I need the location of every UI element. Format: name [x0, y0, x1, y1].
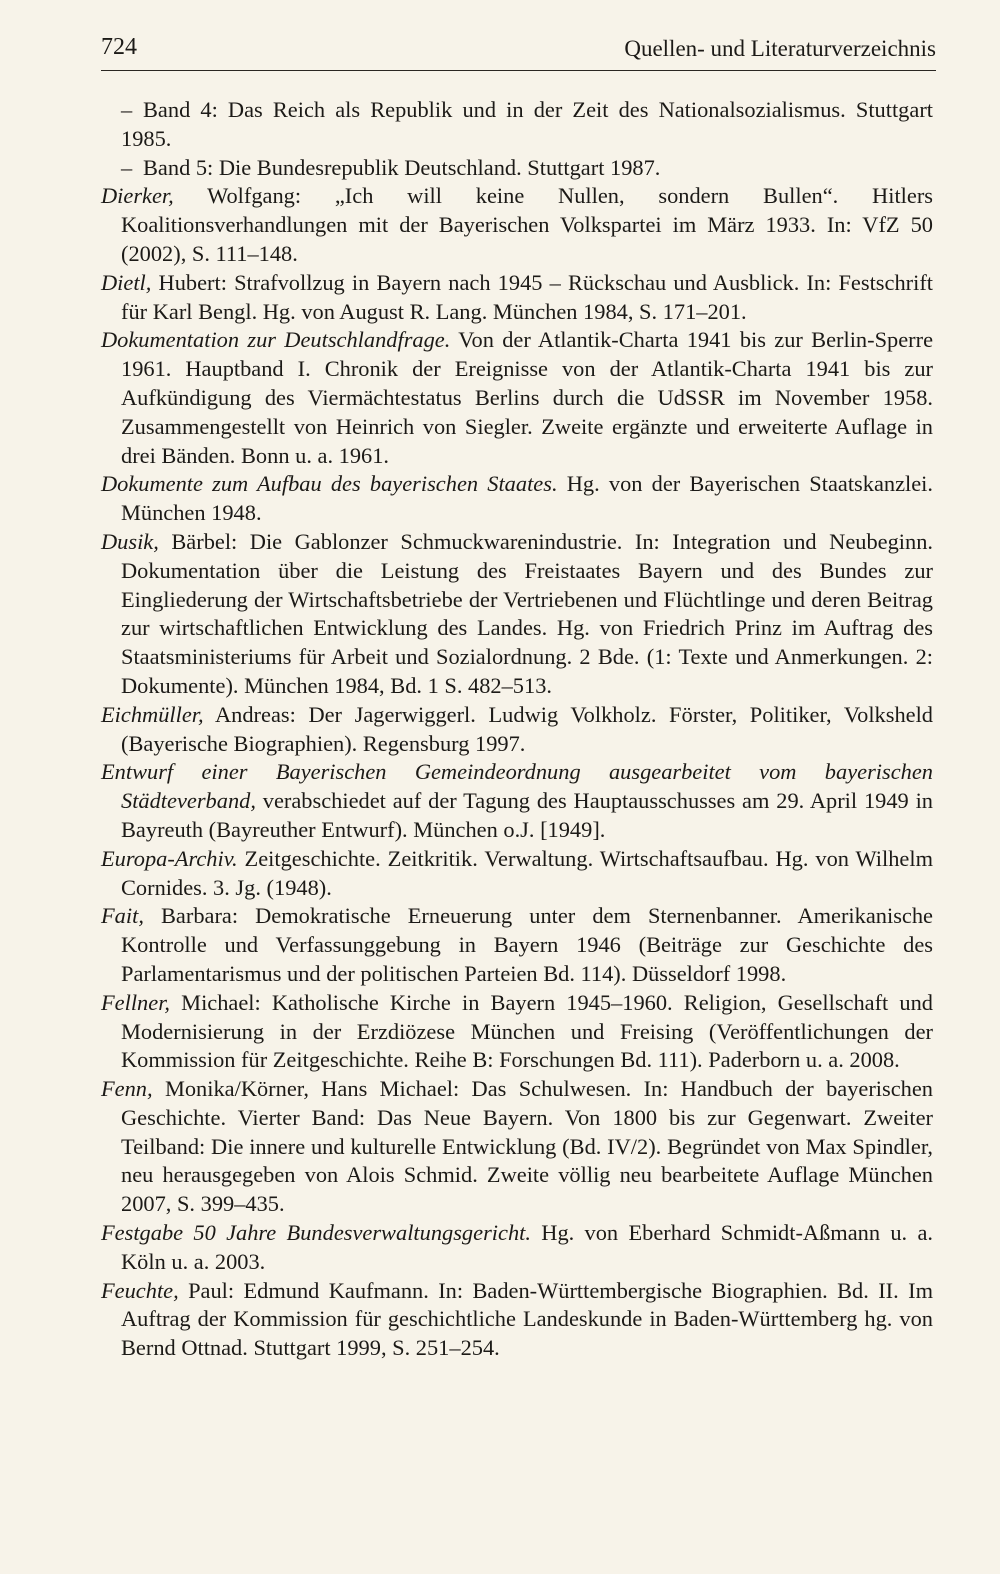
entry-text: Michael: Katholische Kirche in Bayern 1945–1960. Religion, Gesellschaft und Modernisierung in der Erzdiözese München und Freising (Veröffentlichungen der Kommission für Zeitgeschichte. Reihe B: Forschungen Bd. 111). Paderborn u. a. 2008.: [121, 989, 933, 1073]
bibliography-entry: [101, 528, 933, 701]
entry-text: Monika/Körner, Hans Michael: Das Schulwesen. In: Handbuch der bayerischen Geschichte. Vierter Band: Das Neue Bayern. Von 1800 bis zur Gegenwart. Zweiter Teilband: Die innere und kulturelle Entwicklung (Bd. IV/2). Begründet von Max Spindler, neu herausgegeben von Alois Schmid. Zweite völlig neu bearbeitete Auflage München 2007, S. 399–435.: [121, 1076, 933, 1217]
entry-title: Entwurf einer Bayerischen Gemeindeordnung ausgearbeitet vom bayerischen Städteverband,: [101, 759, 933, 814]
bibliography-entry: [101, 182, 933, 268]
bibliography-entry: [101, 845, 933, 903]
entry-text: Andreas: Der Jagerwiggerl. Ludwig Volkholz. Förster, Politiker, Volksheld (Bayerische Biographien). Regensburg 1997.: [121, 701, 933, 756]
running-head: Quellen- und Literaturverzeichnis: [624, 36, 936, 61]
bibliography-list: [101, 96, 933, 1363]
entry-text: Hubert: Strafvollzug in Bayern nach 1945 – Rückschau und Ausblick. In: Festschrift für Karl Bengl. Hg. von August R. Lang. München 1984, S. 171–201.: [121, 269, 933, 324]
page-header: [101, 30, 936, 71]
bibliography-entry: [101, 1219, 933, 1277]
entry-text: Zeitgeschichte. Zeitkritik. Verwaltung. Wirtschaftsaufbau. Hg. von Wilhelm Cornides. 3. Jg. (1948).: [121, 845, 933, 900]
entry-author: Feuchte,: [101, 1277, 179, 1303]
entry-title: Dokumente zum Aufbau des bayerischen Staates.: [101, 471, 558, 497]
entry-author: Fellner,: [101, 989, 171, 1015]
entry-text: verabschiedet auf der Tagung des Hauptausschusses am 29. April 1949 in Bayreuth (Bayreuther Entwurf). München o.J. [1949].: [121, 788, 933, 842]
entry-author: Dietl,: [101, 269, 152, 295]
bibliography-entry: [101, 1277, 933, 1363]
entry-author: Fenn,: [101, 1076, 153, 1102]
entry-title: Europa-Archiv.: [101, 845, 238, 871]
entry-text: Band 5: Die Bundesrepublik Deutschland. Stuttgart 1987.: [143, 154, 661, 180]
bibliography-entry: [101, 989, 933, 1075]
entry-text: Hg. von der Bayerischen Staatskanzlei. München 1948.: [121, 471, 933, 526]
bibliography-entry: [101, 470, 933, 528]
entry-title: Dokumentation zur Deutschlandfrage.: [101, 327, 451, 353]
dash-marker: –: [121, 154, 133, 180]
bibliography-entry: [101, 902, 933, 988]
entry-author: Eichmüller,: [101, 701, 204, 727]
entry-text: Barbara: Demokratische Erneuerung unter dem Sternenbanner. Amerikanische Kontrolle und Verfassunggebung in Bayern 1946 (Beiträge zur Geschichte des Parlamentarismus und der politischen Parteien Bd. 114). Düsseldorf 1998.: [121, 903, 933, 986]
entry-text: Paul: Edmund Kaufmann. In: Baden-Württembergische Biographien. Bd. II. Im Auftrag der Kommission für geschichtliche Landeskunde in Baden-Württemberg hg. von Bernd Ottnad. Stuttgart 1999, S. 251–254.: [121, 1277, 933, 1361]
entry-text: Von der Atlantik-Charta 1941 bis zur Berlin-Sperre 1961. Hauptband I. Chronik der Ereignisse von der Atlantik-Charta 1941 bis zur Aufkündigung des Viermächtestatus Berlins durch die UdSSR im November 1958. Zusammengestellt von Heinrich von Siegler. Zweite ergänzte und erweiterte Auflage in drei Bänden. Bonn u. a. 1961.: [121, 327, 934, 468]
bibliography-entry: [101, 96, 933, 154]
bibliography-entry: [101, 269, 933, 327]
bibliography-entry: [101, 758, 933, 844]
page-number: 724: [101, 34, 137, 60]
bibliography-entry: [101, 326, 933, 470]
entry-title: Festgabe 50 Jahre Bundesverwaltungsgericht.: [101, 1220, 531, 1246]
entry-text: Wolfgang: „Ich will keine Nullen, sondern Bullen“. Hitlers Koalitionsverhandlungen mit der Bayerischen Volkspartei im März 1933. In: VfZ 50 (2002), S. 111–148.: [121, 183, 933, 266]
bibliography-entry: [101, 154, 933, 183]
entry-author: Dusik,: [101, 528, 159, 554]
entry-author: Dierker,: [101, 183, 174, 209]
entry-author: Fait,: [101, 903, 144, 929]
dash-marker: –: [121, 97, 133, 122]
entry-text: Bärbel: Die Gablonzer Schmuckwarenindustrie. In: Integration und Neubeginn. Dokumentation über die Leistung des Freistaates Bayern und des Bundes zur Eingliederung der Wirtschaftsbetriebe der Vertriebenen und Flüchtlinge und deren Beitrag zur wirtschaftlichen Entwicklung des Landes. Hg. von Friedrich Prinz im Auftrag des Staatsministeriums für Arbeit und Sozialordnung. 2 Bde. (1: Texte und Anmerkungen. 2: Dokumente). München 1984, Bd. 1 S. 482–513.: [121, 528, 933, 698]
entry-text: Band 4: Das Reich als Republik und in der Zeit des Nationalsozialismus. Stuttgart 1985.: [121, 97, 933, 151]
entry-text: Hg. von Eberhard Schmidt-Aßmann u. a. Köln u. a. 2003.: [121, 1220, 933, 1274]
bibliography-entry: [101, 701, 933, 759]
bibliography-entry: [101, 1075, 933, 1219]
